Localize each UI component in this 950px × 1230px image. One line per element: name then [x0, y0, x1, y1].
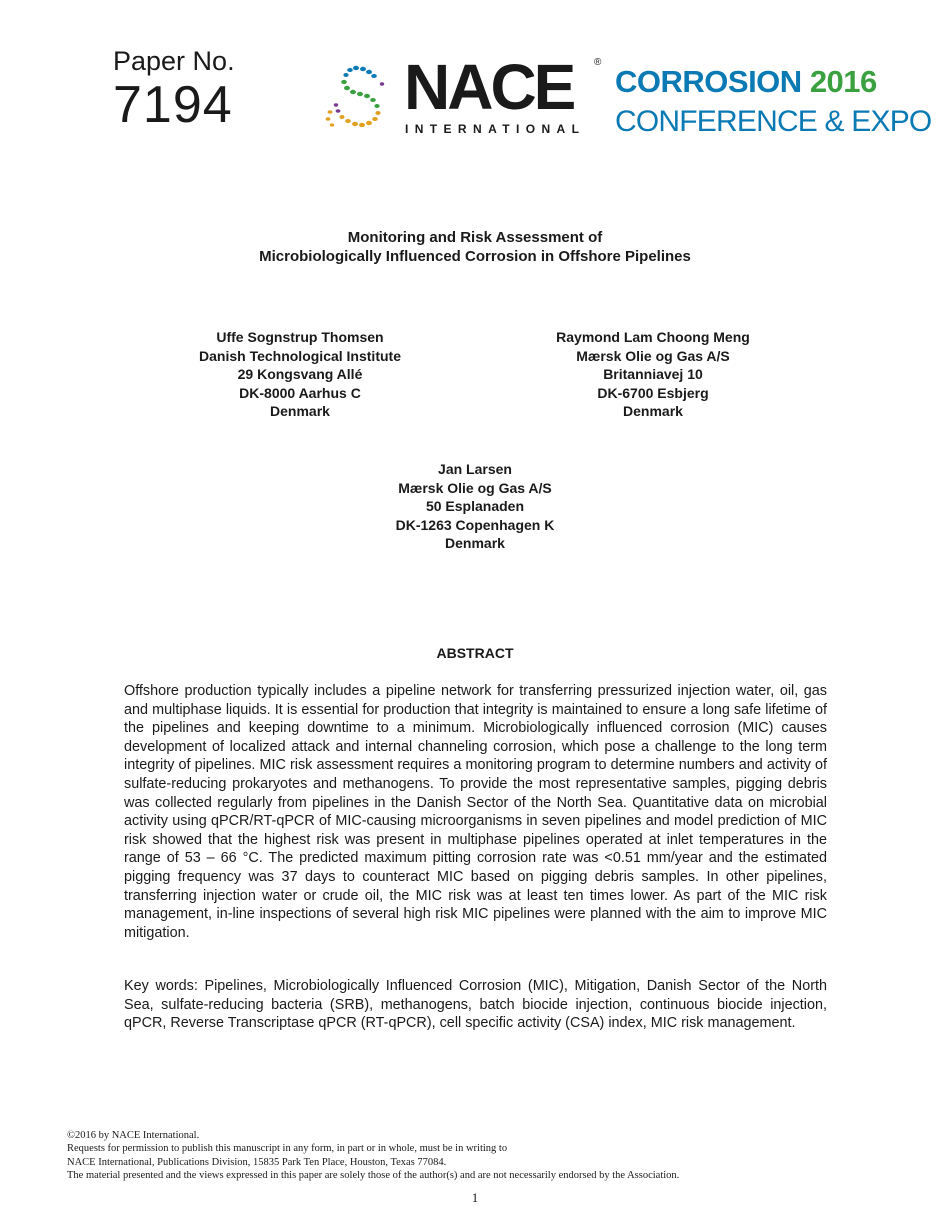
paper-title	[0, 228, 950, 266]
paper-number-block	[113, 44, 235, 132]
author-block-3	[325, 460, 625, 553]
author-street: Britanniavej 10	[603, 366, 703, 382]
author-org: Mærsk Olie og Gas A/S	[576, 347, 730, 364]
paper-number: 7194	[113, 76, 233, 134]
author-city: DK-1263 Copenhagen K	[395, 516, 555, 533]
registered-mark: ®	[594, 57, 602, 68]
author-street: 29 Kongsvang Allé	[237, 366, 363, 382]
footer-line: Requests for permission to publish this manuscript in any form, in part or in whole, must be in writing to	[67, 1143, 508, 1155]
nace-wordmark: NACE	[404, 51, 574, 123]
author-city: DK-8000 Aarhus C	[239, 384, 361, 401]
conference-subtitle: CONFERENCE & EXPO	[615, 105, 932, 138]
author-org: Mærsk Olie og Gas A/S	[398, 479, 552, 496]
copyright-footer	[67, 1129, 679, 1182]
keywords: Key words: Pipelines, Microbiologically Influenced Corrosion (MIC), Mitigation, Danish Sector of the North Sea, sulfate-reducing bacteria (SRB), methanogens, batch biocide injection, continuous biocide injection, qPCR, Reverse Transcriptase qPCR (RT-qPCR), cell specific activity (CSA) index, MIC risk management.	[124, 978, 827, 1032]
author-block-2	[503, 328, 803, 421]
abstract-heading: ABSTRACT	[436, 645, 514, 661]
author-street: 50 Esplanaden	[425, 498, 525, 514]
paper-label: Paper No.	[113, 46, 235, 76]
author-country: Denmark	[270, 403, 330, 419]
conference-name	[615, 64, 877, 100]
nace-logo-mark-icon	[322, 62, 394, 134]
author-block-1	[150, 328, 450, 421]
abstract-body: Offshore production typically includes a pipeline network for transferring pressurized injection water, oil, gas and multiphase liquids. It is essential for production that integrity is maintained to ensure a long safe lifetime of the pipelines and keeping downtime to a minimum. Microbiologically influenced corrosion (MIC) causes development of localized attack and internal channeling corrosion, which pose a challenge to the long term integrity of pipelines. MIC risk assessment requires a monitoring program to determine numbers and activity of sulfate-reducing prokaryotes and methanogens. To provide the most representative samples, pigging debris was collected regularly from pipelines in the Danish Sector of the North Sea. Quantitative data on microbial activity using qPCR/RT-qPCR of MIC-causing microorganisms in seven pipelines and model prediction of MIC risk showed that the highest risk was present in multiphase pipelines operated at inlet temperatures in the range of 53 – 66 °C. The predicted maximum pitting corrosion rate was <0.51 mm/year and the estimated pigging frequency was 37 days to counteract MIC based on pigging debris samples. In other pipelines, transferring injection water or crude oil, the MIC risk was at least ten times lower. As part of the MIC risk management, in-line inspections of several high risk MIC pipelines were planned with the aim to improve MIC mitigation.	[124, 683, 827, 941]
nace-subtitle: INTERNATIONAL	[405, 122, 586, 136]
title-line-1: Monitoring and Risk Assessment of	[347, 229, 603, 246]
author-name: Uffe Sognstrup Thomsen	[216, 329, 384, 345]
author-city: DK-6700 Esbjerg	[597, 384, 709, 401]
page-number: 1	[471, 1190, 479, 1205]
conference-name-text: CORROSION	[615, 64, 802, 99]
title-line-2: Microbiologically Influenced Corrosion in Offshore Pipelines	[259, 248, 691, 265]
author-name: Jan Larsen	[438, 461, 512, 477]
copyright-line: ©2016 by NACE International.	[67, 1130, 200, 1141]
author-country: Denmark	[445, 535, 505, 551]
author-country: Denmark	[623, 403, 683, 419]
conference-year: 2016	[809, 64, 877, 99]
footer-line: The material presented and the views expressed in this paper are solely those of the author(s) and are not necessarily endorsed by the Association.	[67, 1169, 680, 1181]
footer-line: NACE International, Publications Division, 15835 Park Ten Place, Houston, Texas 77084.	[67, 1156, 447, 1168]
author-org: Danish Technological Institute	[199, 347, 401, 364]
author-name: Raymond Lam Choong Meng	[556, 329, 750, 345]
